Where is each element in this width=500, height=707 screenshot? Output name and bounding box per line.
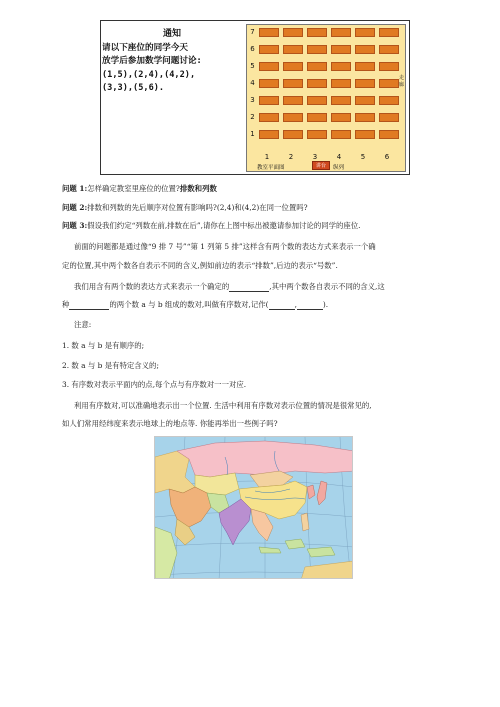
column-number: 1 [264,153,270,161]
seat [331,28,351,37]
seat [259,45,279,54]
question-2 [62,203,452,213]
seat [283,45,303,54]
asia-map-image [154,436,353,579]
notice-title: 通知 [162,29,181,39]
plan-label: 教室平面图 [257,165,285,171]
seat [379,79,399,88]
column-number: 2 [288,153,294,161]
paragraph-2-text: 我们用含有两个数的表达方式来表示一个确定的 [74,282,230,291]
seat [355,62,375,71]
note-item: 3. 有序数对表示平面内的点,每个点与有序数对一一对应. [62,380,247,389]
seat [379,96,399,105]
seat [307,62,327,71]
seat [331,113,351,122]
seat [379,28,399,37]
question-3 [62,221,452,231]
fill-blank-position[interactable] [229,284,269,292]
paragraph-2-text: ,其中两个数各自表示不同的含义,这 [269,282,385,291]
seat [259,62,279,71]
seat [379,62,399,71]
seat [355,79,375,88]
seat [355,113,375,122]
seat [259,28,279,37]
note-item: 2. 数 a 与 b 是有特定含义的; [62,361,159,370]
column-number: 4 [336,153,342,161]
notice-line: (3,3),(5,6). [102,83,165,93]
paragraph-3-line: 利用有序数对,可以准确地表示出一个位置. 生活中利用有序数对表示位置的情况是很常见的, [74,401,372,410]
seat [283,96,303,105]
notice-line: 请以下座位的同学今天 [102,42,188,53]
seat [307,96,327,105]
paragraph-1-line: 定的位置,其中两个数各自表示不同的含义,例如前边的表示“排数”,后边的表示“号数”. [62,261,338,270]
question-text: 怎样确定教室里座位的位置? [87,184,180,193]
row-number: 5 [250,62,255,70]
column-number: 5 [360,153,366,161]
question-text: 排数和列数的先后顺序对位置有影响吗?(2,4)和(4,2)在同一位置吗? [87,203,308,212]
fill-blank-order[interactable] [69,302,109,310]
seat [307,45,327,54]
notice-line: (1,5),(2,4),(4,2), [102,69,196,80]
notes-heading: 注意: [74,320,92,329]
seat [355,96,375,105]
paragraph-2-text: , [294,300,297,309]
seat [283,113,303,122]
seat [259,79,279,88]
fill-blank-a[interactable] [269,302,295,310]
corridor-label: 走廊 [399,75,405,88]
notice-line: 放学后参加数学问题讨论: [102,56,202,66]
paragraph-2-text: 的两个数 a 与 b 组成的数对,叫做有序数对,记作( [109,300,269,309]
question-label: 问题 3: [62,221,88,230]
asia-map-illustration [155,437,353,579]
note-item: 1. 数 a 与 b 是有顺序的; [62,341,145,350]
seat [331,96,351,105]
paragraph-2-line-1 [74,282,464,292]
seat [307,130,327,139]
seat [355,45,375,54]
paragraph-2-text: 种 [62,300,70,309]
seat [283,28,303,37]
seat [331,79,351,88]
paragraph-3-line: 如人们常用经纬度来表示地球上的地点等. 你能再举出一些例子吗? [62,419,278,428]
seat [331,62,351,71]
seat [259,113,279,122]
notice-board [102,28,242,96]
row-number: 6 [250,45,255,53]
paragraph-2-line-2 [62,300,452,310]
seat [379,113,399,122]
row-number: 4 [250,79,255,87]
column-number: 6 [384,153,390,161]
seat [259,130,279,139]
column-direction-label: 纵列 [333,165,345,171]
classroom-seat-chart [246,24,406,172]
row-number: 2 [250,113,255,121]
teacher-desk: 讲台 [312,161,330,170]
seat [355,130,375,139]
question-label: 问题 2: [62,203,88,212]
seat [283,79,303,88]
question-text: 假设我们约定“列数在前,排数在后”,请你在上图中标出被邀请参加讨论的同学的座位. [87,221,361,230]
row-number: 3 [250,96,255,104]
fill-blank-b[interactable] [294,300,323,310]
row-number: 1 [250,130,255,138]
seat [307,28,327,37]
seat [283,130,303,139]
paragraph-2-text: ). [322,300,329,309]
question-1 [62,184,452,194]
column-number: 3 [312,153,318,161]
question-answer: 排数和列数 [179,184,217,193]
paragraph-1-line: 前面的问题都是通过像“9 排 7 号”“第 1 列第 5 排”这样含有两个数的表达方式来表示一个确 [74,242,376,251]
seat [331,45,351,54]
seat [379,130,399,139]
seat [307,79,327,88]
seat [355,28,375,37]
seat [259,96,279,105]
row-number: 7 [250,28,255,36]
seat [379,45,399,54]
seat [331,130,351,139]
question-label: 问题 1: [62,184,88,193]
seat [307,113,327,122]
seat [283,62,303,71]
